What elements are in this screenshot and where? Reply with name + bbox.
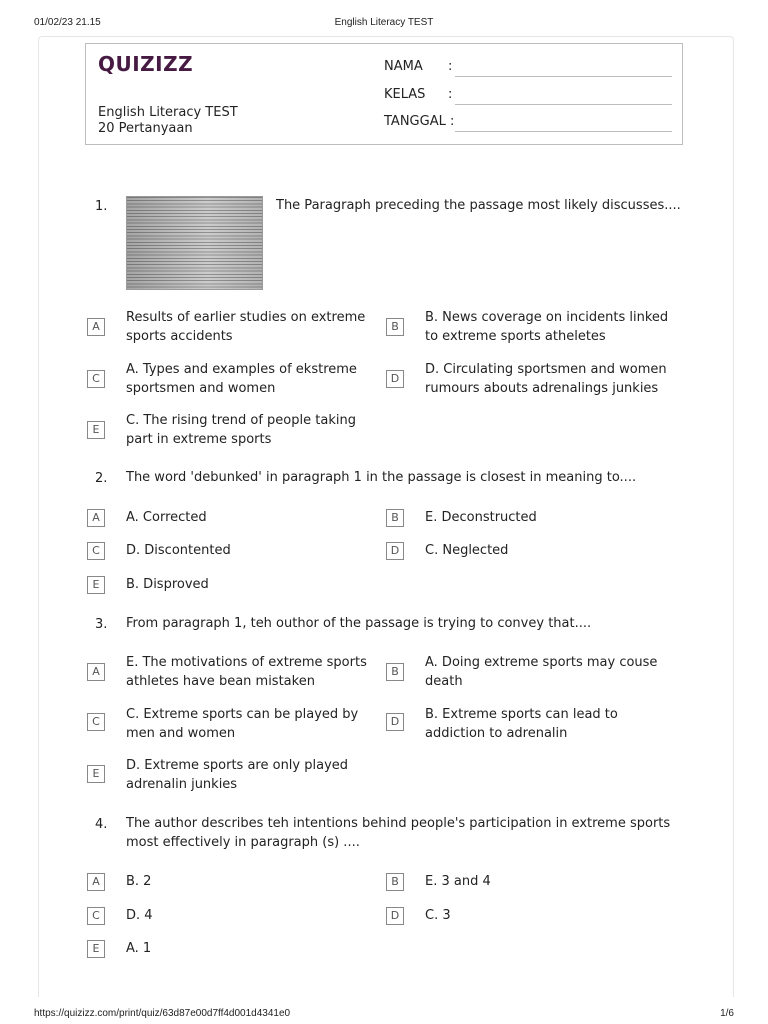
option-text: B. News coverage on incidents linked to extreme sports atheletes — [425, 310, 669, 344]
question-2-text: The word 'debunked' in paragraph 1 in the passage is closest in meaning to.... — [126, 470, 637, 485]
quiz-header-box — [85, 43, 683, 145]
option-letter-box: D — [386, 370, 404, 388]
option-letter-box: B — [386, 873, 404, 891]
option-letter-box: C — [87, 907, 105, 925]
option-text: A. Types and examples of ekstreme sportsmen and women — [126, 362, 357, 396]
option-text: C. The rising trend of people taking part in extreme sports — [126, 413, 356, 447]
option-text: E. 3 and 4 — [425, 874, 491, 889]
name-label: NAMA — [384, 59, 423, 74]
option-letter-box: A — [87, 873, 105, 891]
option-text: D. 4 — [126, 908, 153, 923]
option-text: B. Extreme sports can lead to addiction to adrenalin — [425, 707, 618, 741]
option-text: B. 2 — [126, 874, 152, 889]
date-field — [384, 114, 674, 132]
class-field — [384, 87, 674, 105]
date-colon: : — [450, 114, 455, 129]
name-line — [455, 76, 672, 77]
option-letter-box: A — [87, 509, 105, 527]
option-text: E. Deconstructed — [425, 510, 537, 525]
option-letter-box: B — [386, 663, 404, 681]
option-text: D. Circulating sportsmen and women rumours abouts adrenalings junkies — [425, 362, 667, 396]
question-4-text: The author describes teh intentions behind people's participation in extreme sports most effectively in paragraph (s) .... — [126, 816, 671, 850]
option-text: A. Corrected — [126, 510, 207, 525]
option-text: B. Disproved — [126, 577, 209, 592]
option-letter-box: C — [87, 713, 105, 731]
option-text: D. Extreme sports are only played adrenalin junkies — [126, 758, 349, 792]
option-text: Results of earlier studies on extreme sports accidents — [126, 310, 366, 344]
question-4-number: 4. — [95, 817, 108, 832]
quizizz-logo: QUIZIZZ — [98, 52, 194, 76]
print-title: English Literacy TEST — [334, 17, 434, 28]
question-count: 20 Pertanyaan — [98, 121, 193, 136]
question-3-text: From paragraph 1, teh outhor of the passage is trying to convey that.... — [126, 616, 592, 631]
option-letter-box: E — [87, 576, 105, 594]
option-letter-box: B — [386, 509, 404, 527]
option-text: D. Discontented — [126, 543, 231, 558]
class-line — [455, 104, 672, 105]
print-timestamp: 01/02/23 21.15 — [34, 17, 101, 28]
option-text: A. Doing extreme sports may couse death — [425, 655, 658, 689]
name-colon: : — [448, 59, 453, 74]
name-field — [384, 59, 674, 77]
page-number: 1/6 — [720, 1008, 734, 1019]
option-text: C. 3 — [425, 908, 451, 923]
option-letter-box: D — [386, 713, 404, 731]
option-letter-box: C — [87, 370, 105, 388]
option-letter-box: A — [87, 318, 105, 336]
option-letter-box: D — [386, 542, 404, 560]
question-1-text: The Paragraph preceding the passage most likely discusses.... — [276, 198, 681, 213]
date-line — [455, 131, 672, 132]
option-letter-box: A — [87, 663, 105, 681]
question-1-number: 1. — [95, 199, 108, 214]
option-text: C. Neglected — [425, 543, 509, 558]
class-colon: : — [448, 87, 453, 102]
option-letter-box: E — [87, 940, 105, 958]
class-label: KELAS — [384, 87, 426, 102]
quiz-title: English Literacy TEST — [98, 105, 238, 120]
option-text: A. 1 — [126, 941, 152, 956]
option-letter-box: B — [386, 318, 404, 336]
print-url: https://quizizz.com/print/quiz/63d87e00d7ff4d001d4341e0 — [34, 1008, 291, 1019]
option-letter-box: E — [87, 421, 105, 439]
option-letter-box: E — [87, 765, 105, 783]
option-letter-box: C — [87, 542, 105, 560]
option-letter-box: D — [386, 907, 404, 925]
option-text: E. The motivations of extreme sports athletes have bean mistaken — [126, 655, 367, 689]
print-header — [34, 17, 734, 31]
passage-image — [126, 196, 263, 290]
date-label: TANGGAL — [384, 114, 446, 129]
option-text: C. Extreme sports can be played by men and women — [126, 707, 359, 741]
question-3-number: 3. — [95, 617, 108, 632]
question-2-number: 2. — [95, 471, 108, 486]
